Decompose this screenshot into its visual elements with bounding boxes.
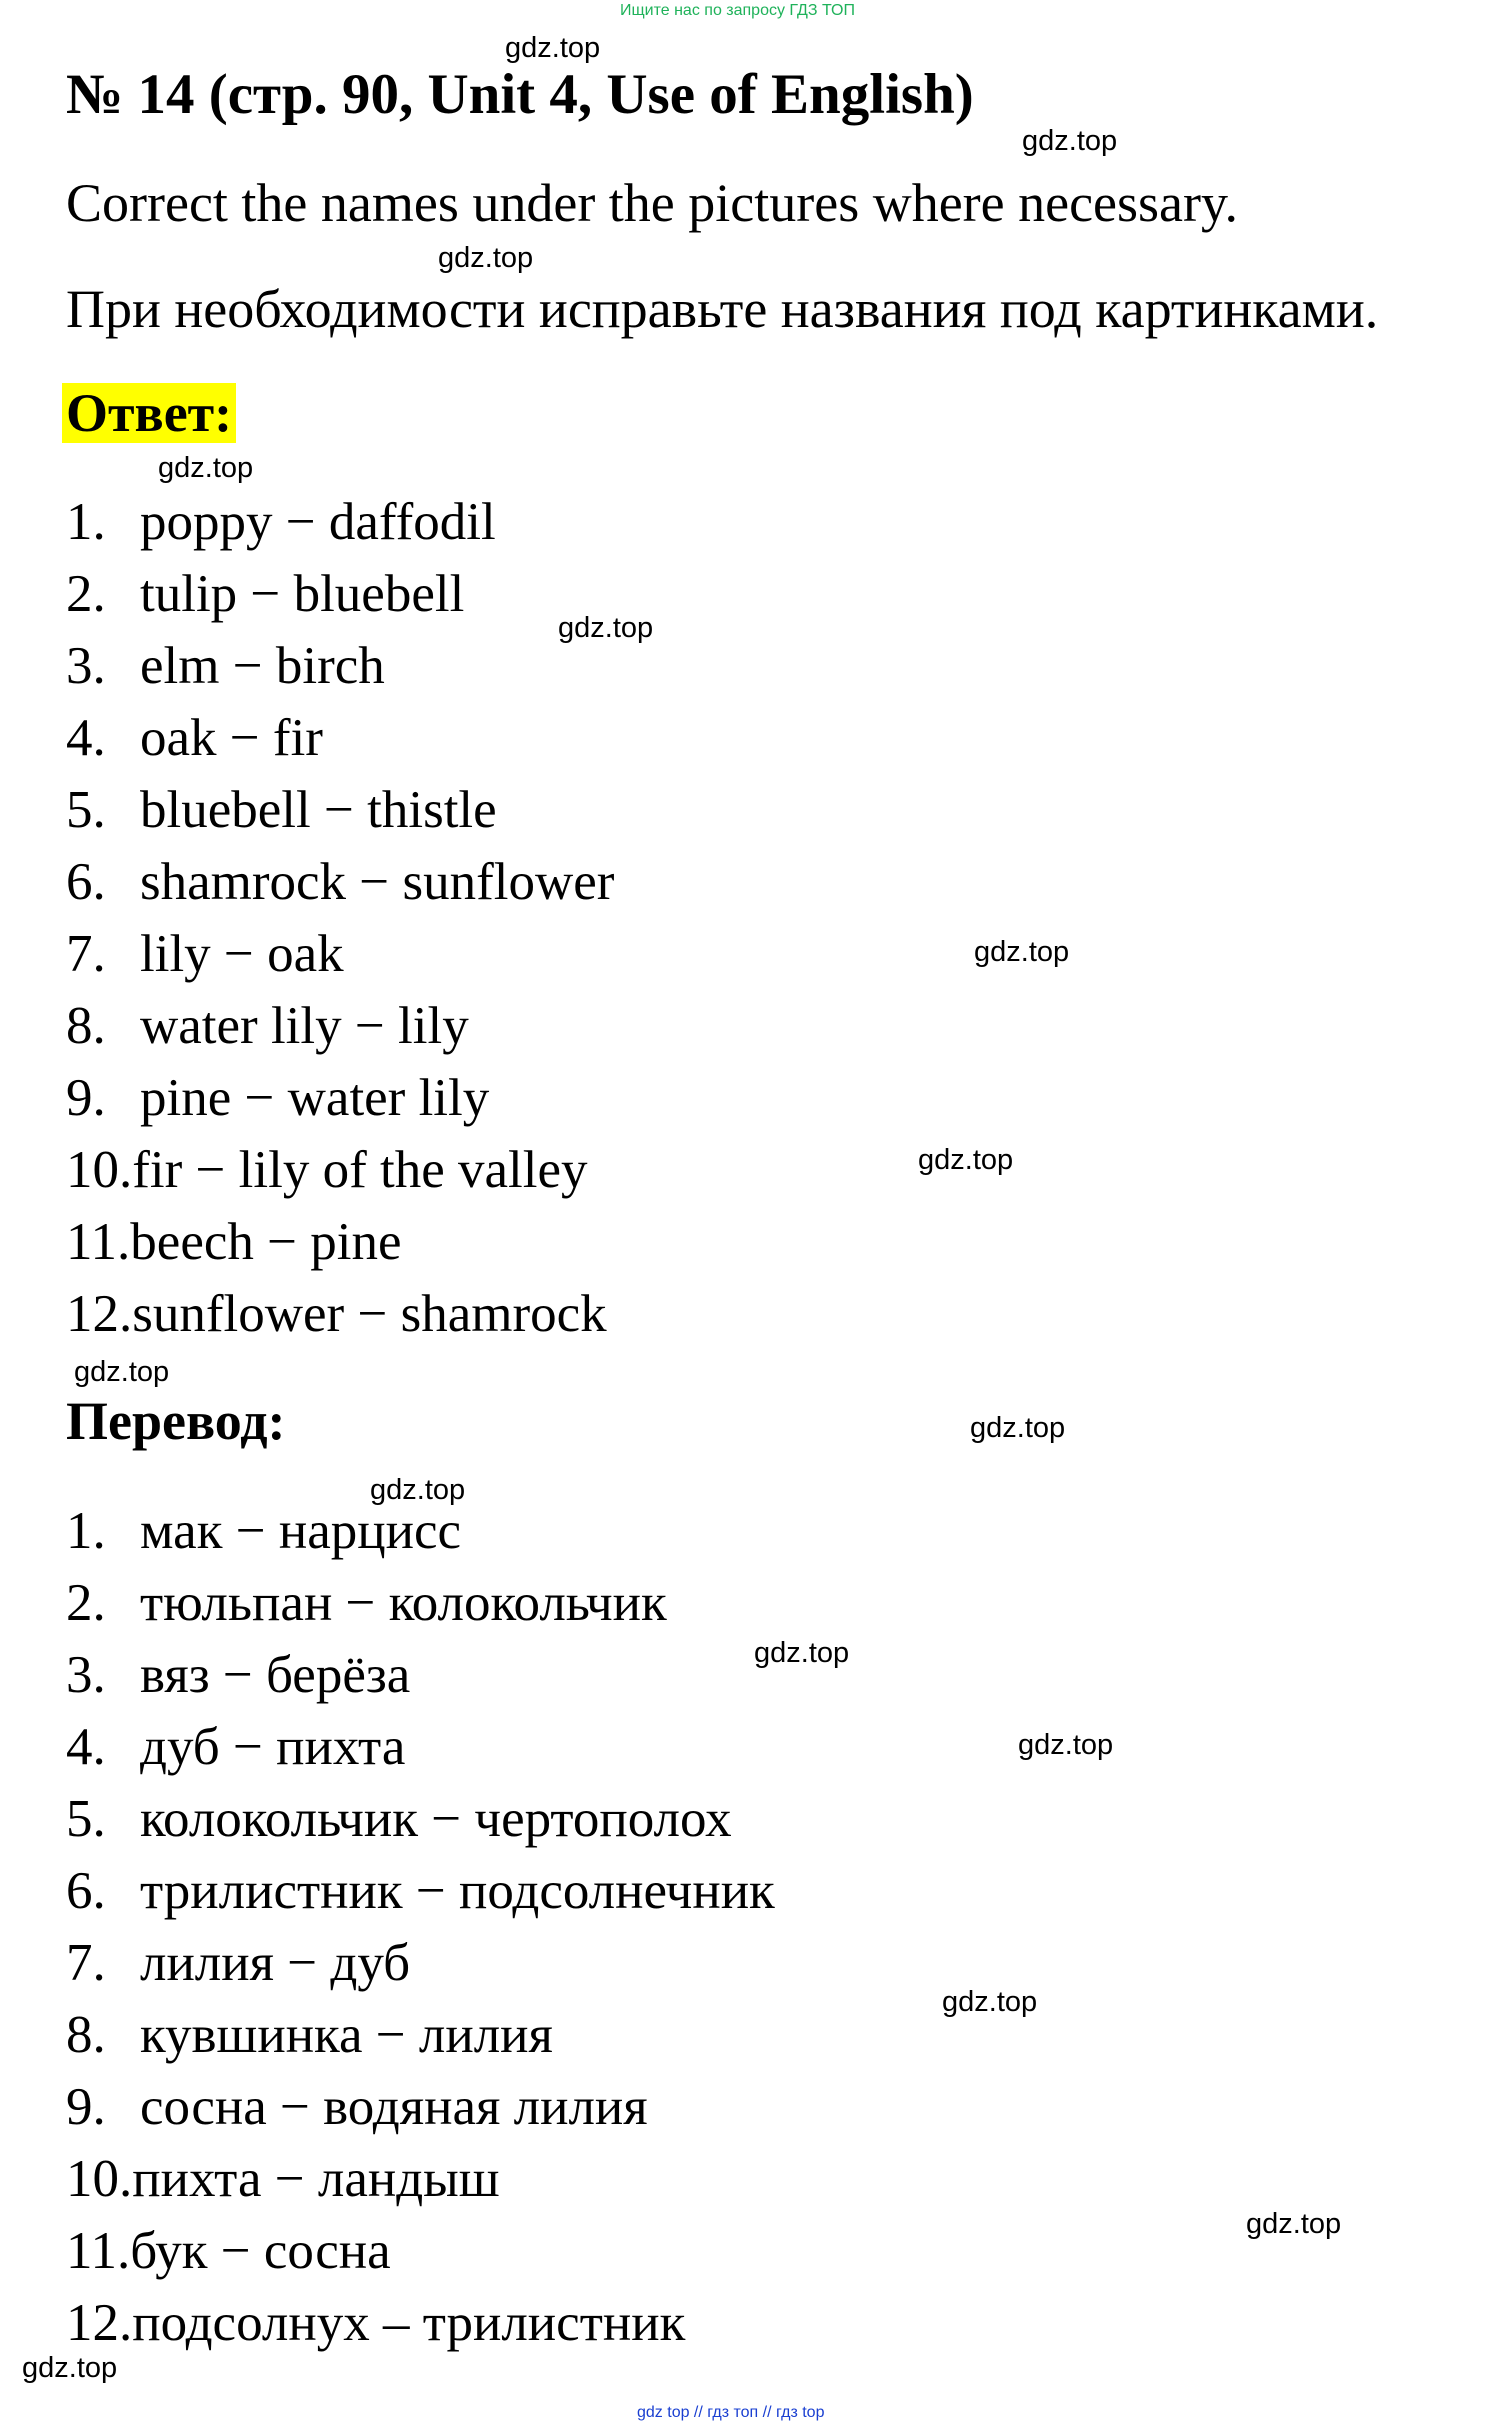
item-number: 1. [66,493,106,551]
item-text: beech − pine [130,1213,402,1271]
watermark: gdz.top [74,1356,170,1388]
list-item [66,486,614,558]
watermark: gdz.top [558,612,654,644]
item-text: fir − lily of the valley [132,1141,588,1199]
item-number: 2. [66,1574,106,1632]
list-item [66,1278,614,1350]
list-item [66,1134,614,1206]
item-text: tulip − bluebell [140,565,465,623]
item-text: тюльпан − колокольчик [140,1574,667,1632]
list-item [66,2143,775,2215]
translation-heading: Перевод: [66,1391,286,1451]
list-item [66,990,614,1062]
item-number: 10. [66,1141,133,1199]
answer-heading [62,382,236,444]
list-item [66,1639,775,1711]
list-item [66,630,614,702]
item-number: 2. [66,565,106,623]
item-text: сосна − водяная лилия [140,2078,648,2136]
item-number: 4. [66,1718,106,1776]
watermark: gdz.top [974,936,1070,968]
item-text: water lily − lily [140,997,469,1055]
item-number: 4. [66,709,106,767]
item-number: 11. [66,2222,131,2280]
watermark: gdz.top [22,2352,118,2384]
list-item [66,1999,775,2071]
watermark: gdz.top [754,1637,850,1669]
item-number: 8. [66,997,106,1055]
item-text: sunflower − shamrock [132,1285,607,1343]
item-number: 1. [66,1502,106,1560]
item-text: кувшинка − лилия [140,2006,553,2064]
list-item [66,918,614,990]
item-number: 12. [66,2294,133,2352]
item-number: 6. [66,1862,106,1920]
item-number: 5. [66,781,106,839]
list-item [66,702,614,774]
item-text: oak − fir [140,709,323,767]
watermark: gdz.top [970,1412,1066,1444]
list-item [66,2287,775,2359]
item-number: 6. [66,853,106,911]
list-item [66,1711,775,1783]
item-number: 3. [66,1646,106,1704]
list-item [66,1206,614,1278]
item-text: колокольчик − чертополох [140,1790,732,1848]
watermark: gdz.top [505,32,601,64]
list-item [66,1062,614,1134]
watermark: gdz.top [942,1986,1038,2018]
item-number: 9. [66,1069,106,1127]
item-number: 10. [66,2150,133,2208]
list-item [66,1855,775,1927]
item-text: пихта − ландыш [132,2150,500,2208]
watermark: gdz.top [1018,1729,1114,1761]
list-item [66,2215,775,2287]
answer-list [66,486,614,1350]
item-text: вяз − берёза [140,1646,411,1704]
item-text: poppy − daffodil [140,493,496,551]
watermark: gdz.top [1246,2208,1342,2240]
item-number: 7. [66,925,106,983]
list-item [66,2071,775,2143]
page-title: № 14 (стр. 90, Unit 4, Use of English) [66,63,974,126]
item-text: трилистник − подсолнечник [140,1862,775,1920]
list-item [66,774,614,846]
list-item [66,846,614,918]
list-item [66,1783,775,1855]
item-number: 11. [66,1213,131,1271]
item-text: shamrock − sunflower [140,853,615,911]
item-number: 3. [66,637,106,695]
item-text: мак − нарцисс [140,1502,462,1560]
item-text: подсолнух – трилистник [132,2294,686,2352]
item-text: elm − birch [140,637,385,695]
item-number: 12. [66,1285,133,1343]
item-number: 9. [66,2078,106,2136]
search-banner[interactable]: Ищите нас по запросу ГДЗ ТОП [620,2,855,19]
answer-label: Ответ: [62,383,236,443]
list-item [66,558,614,630]
watermark: gdz.top [1022,125,1118,157]
task-russian: При необходимости исправьте названия под картинками. [66,279,1379,339]
list-item [66,1927,775,1999]
item-text: bluebell − thistle [140,781,497,839]
item-text: pine − water lily [140,1069,490,1127]
list-item [66,1567,775,1639]
item-number: 8. [66,2006,106,2064]
watermark: gdz.top [370,1474,466,1506]
item-number: 7. [66,1934,106,1992]
item-text: лилия − дуб [140,1934,411,1992]
translation-list [66,1495,775,2359]
watermark: gdz.top [158,452,254,484]
item-text: дуб − пихта [140,1718,406,1776]
item-text: бук − сосна [130,2222,391,2280]
footer-links[interactable]: gdz top // гдз топ // гдз top [637,2404,825,2421]
watermark: gdz.top [438,242,534,274]
watermark: gdz.top [918,1144,1014,1176]
item-number: 5. [66,1790,106,1848]
item-text: lily − oak [140,925,344,983]
task-english: Correct the names under the pictures where necessary. [66,173,1238,233]
